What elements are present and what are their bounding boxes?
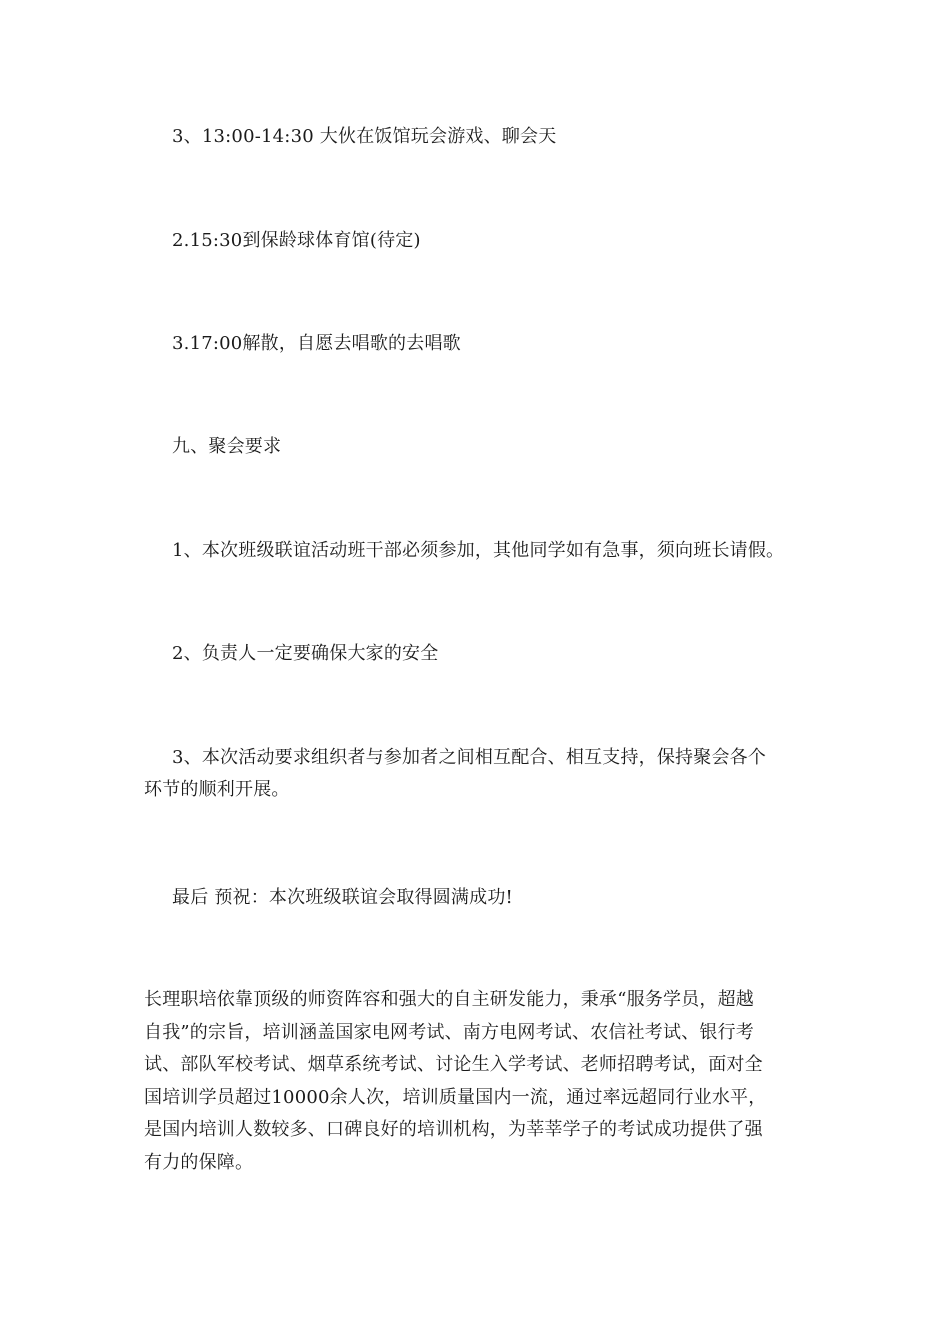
promo-line-3: 试、部队军校考试、烟草系统考试、讨论生入学考试、老师招聘考试，面对全: [144, 1054, 763, 1075]
requirement-item-1: 1、本次班级联谊活动班干部必须参加，其他同学如有急事，须向班长请假。: [172, 540, 785, 561]
requirement-item-2: 2、负责人一定要确保大家的安全: [172, 643, 439, 664]
closing-line: 最后 预祝：本次班级联谊会取得圆满成功!: [172, 887, 513, 908]
schedule-item-2: 2.15:30到保龄球体育馆(待定): [172, 230, 421, 251]
section-heading: 九、聚会要求: [172, 436, 282, 457]
schedule-item-1: 3、13:00-14:30 大伙在饭馆玩会游戏、聊会天: [172, 126, 557, 147]
promo-line-2: 自我”的宗旨，培训涵盖国家电网考试、南方电网考试、农信社考试、银行考: [144, 1021, 754, 1043]
promo-line-4: 国培训学员超过10000余人次，培训质量国内一流，通过率远超同行业水平，: [144, 1086, 767, 1108]
promo-line-1: 长理职培依靠顶级的师资阵容和强大的自主研发能力，秉承“服务学员，超越: [144, 989, 754, 1010]
promo-paragraph: [144, 984, 804, 1179]
schedule-item-3: 3.17:00解散，自愿去唱歌的去唱歌: [172, 333, 461, 354]
requirement-item-3-line-1: 3、本次活动要求组织者与参加者之间相互配合、相互支持，保持聚会各个: [172, 747, 767, 768]
promo-line-6: 有力的保障。: [144, 1151, 254, 1173]
requirement-item-3-line-2: 环节的顺利开展。: [144, 779, 290, 800]
promo-line-5: 是国内培训人数较多、口碑良好的培训机构，为莘莘学子的考试成功提供了强: [144, 1119, 763, 1140]
